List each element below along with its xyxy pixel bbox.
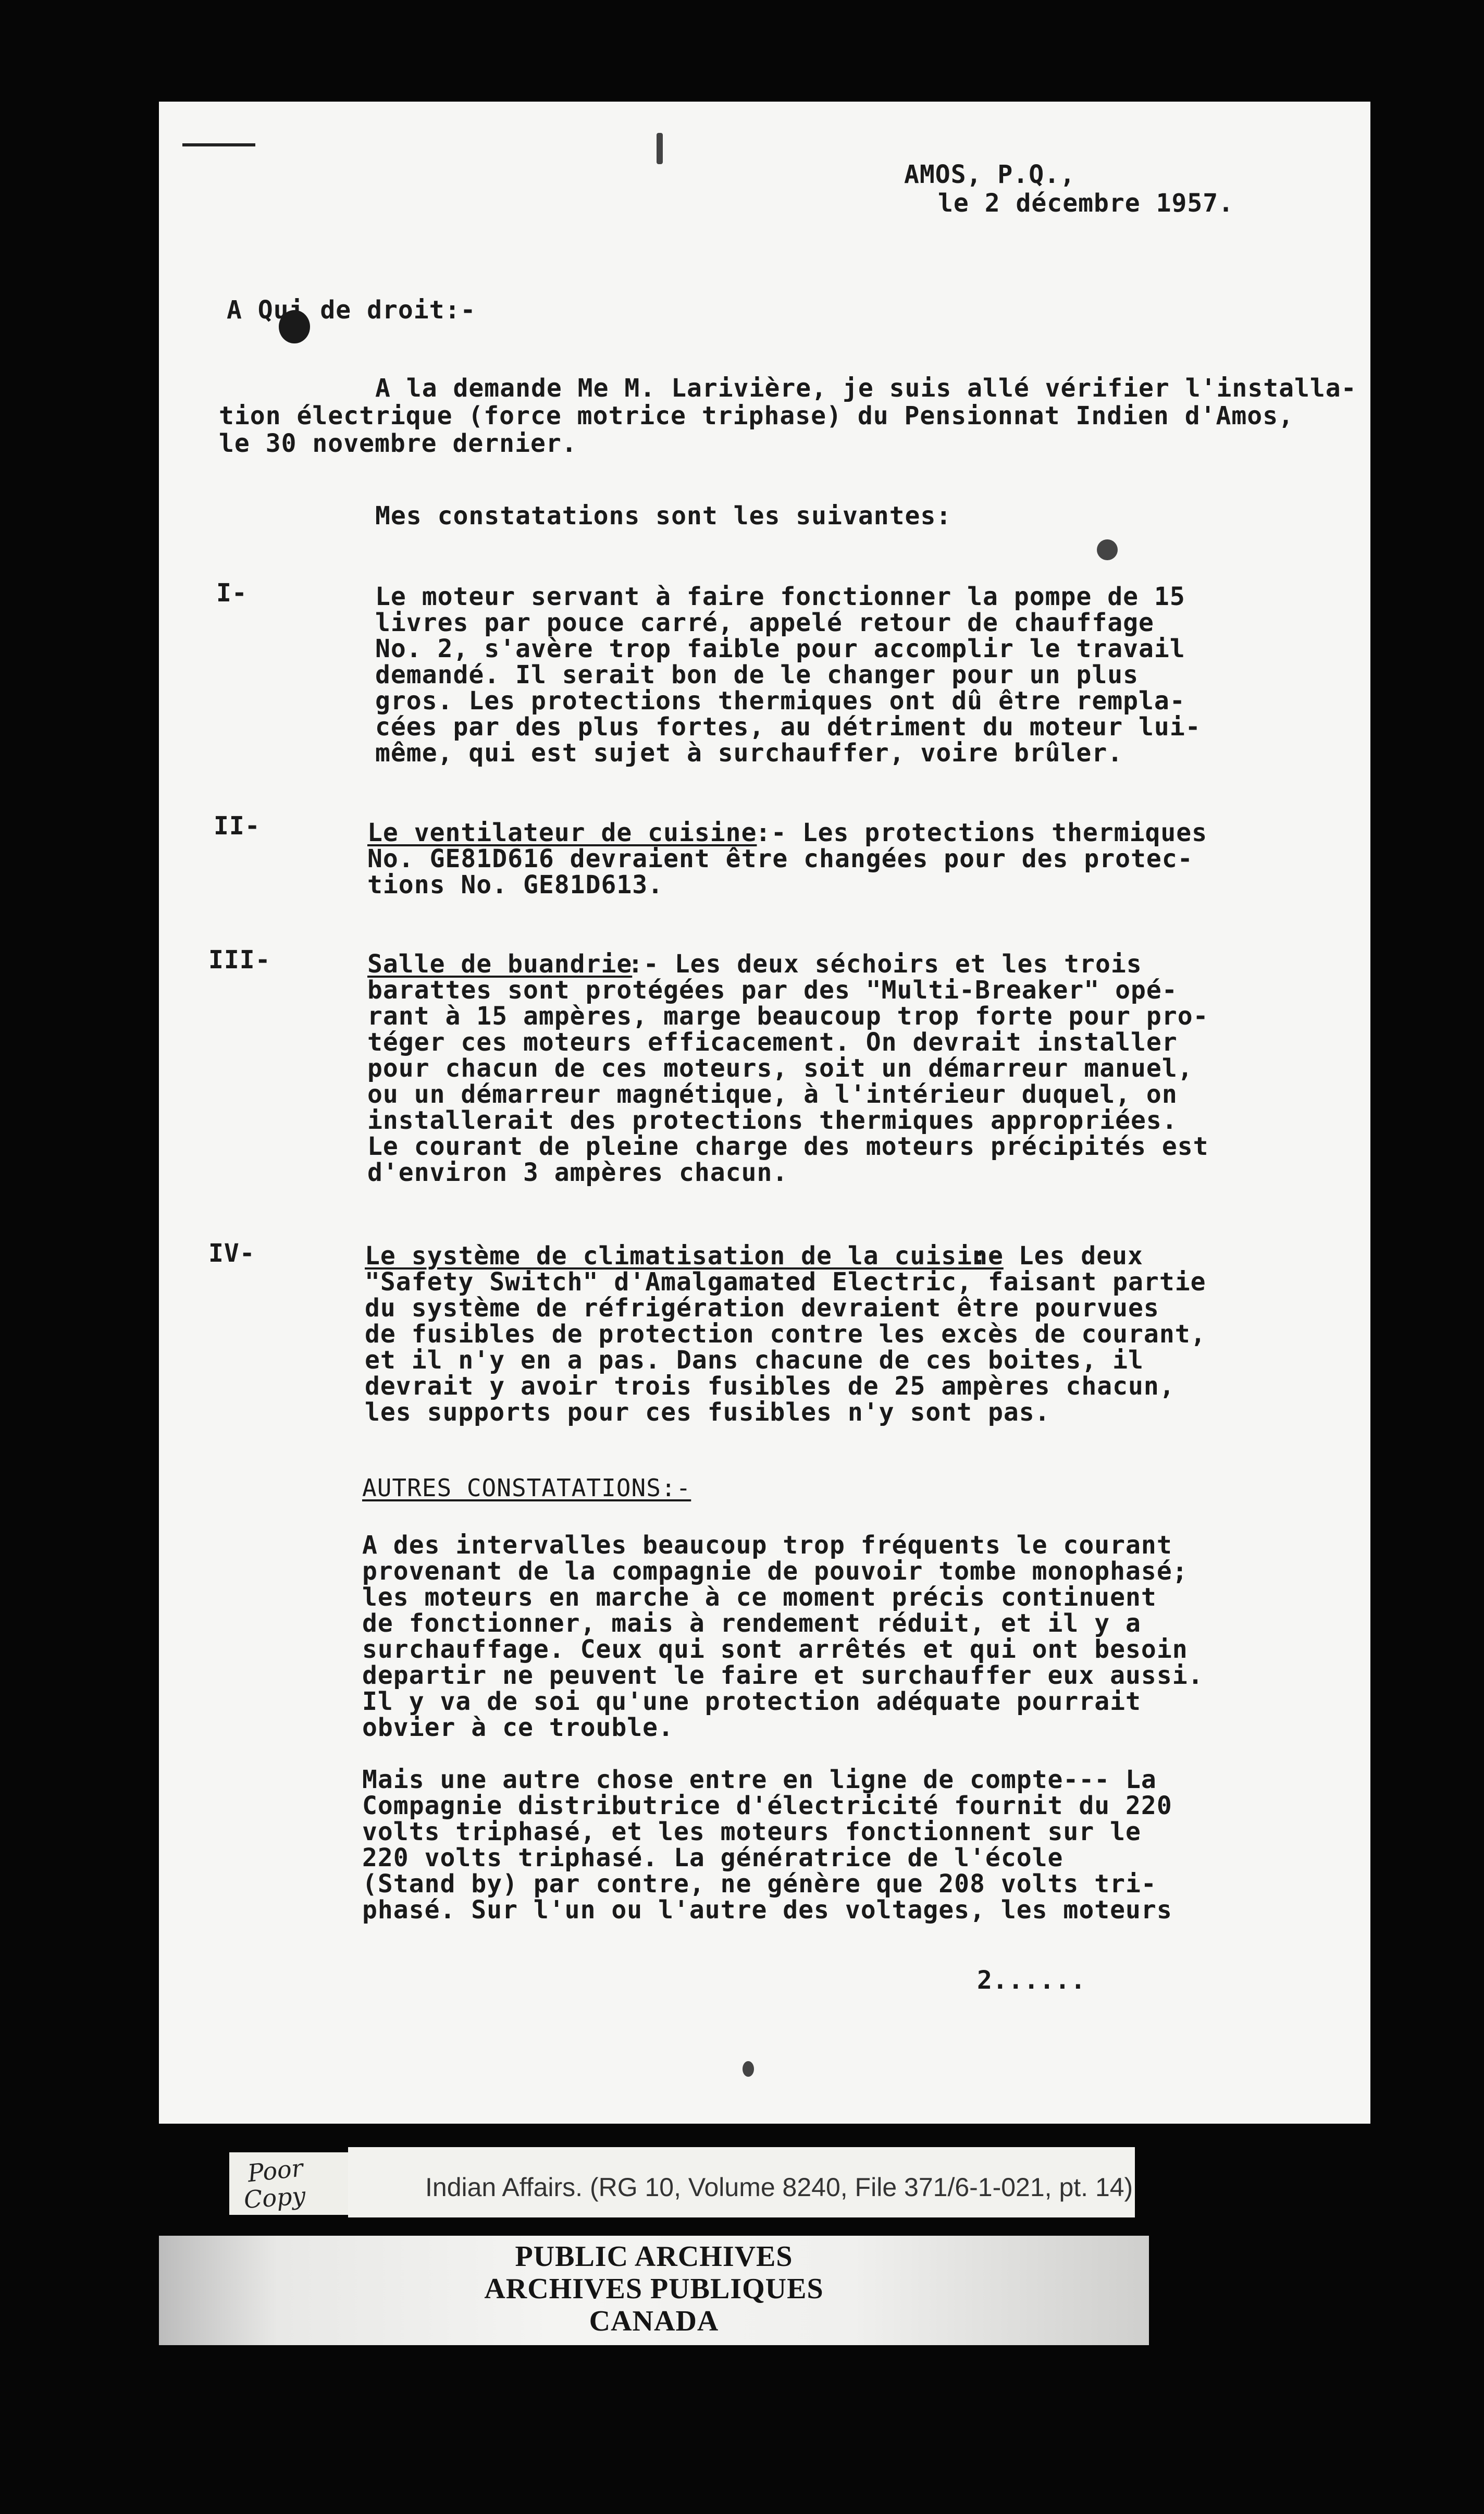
other-line: 220 volts triphasé. La génératrice de l'école: [362, 1843, 1063, 1872]
section-line: rant à 15 ampères, marge beaucoup trop forte pour pro-: [367, 1002, 1209, 1031]
section-line: barattes sont protégées par des "Multi-Breaker" opé-: [367, 976, 1178, 1005]
document-page: [159, 102, 1370, 2124]
archives-stamp-line: ARCHIVES PUBLIQUES: [484, 2273, 824, 2305]
section-number: III-: [208, 945, 271, 975]
section-line: :- Les deux: [972, 1241, 1143, 1271]
section-line: Le courant de pleine charge des moteurs précipités est: [367, 1132, 1209, 1161]
speck: [657, 133, 663, 164]
section-heading: Salle de buandrie: [367, 950, 633, 979]
section-line: "Safety Switch" d'Amalgamated Electric, faisant partie: [365, 1267, 1206, 1297]
section-line: tions No. GE81D613.: [367, 870, 664, 899]
section-line: :- Les deux séchoirs et les trois: [628, 950, 1142, 979]
archive-reference: Indian Affairs. (RG 10, Volume 8240, File 371/6-1-021, pt. 14): [425, 2173, 1133, 2202]
archives-stamp-line: CANADA: [589, 2305, 719, 2337]
archives-stamp-line: PUBLIC ARCHIVES: [515, 2240, 793, 2273]
section-line: pour chacun de ces moteurs, soit un démarreur manuel,: [367, 1054, 1193, 1083]
section-line: du système de réfrigération devraient être pourvues: [365, 1293, 1159, 1323]
intro-line: le 30 novembre dernier.: [219, 429, 577, 458]
section-line: même, qui est sujet à surchauffer, voire brûler.: [375, 738, 1123, 768]
handwritten-note: [229, 2152, 349, 2215]
salutation: A Qui de droit:-: [227, 295, 476, 325]
section-number: IV-: [208, 1239, 255, 1268]
section-line: :- Les protections thermiques: [756, 818, 1208, 847]
other-line: (Stand by) par contre, ne génère que 208 volts tri-: [362, 1869, 1157, 1899]
section-line: livres par pouce carré, appelé retour de chauffage: [375, 608, 1154, 637]
speck: [743, 2061, 754, 2077]
other-line: de fonctionner, mais à rendement réduit, et il y a: [362, 1609, 1141, 1638]
archives-stamp: [159, 2236, 1149, 2345]
section-line: No. GE81D616 devraient être changées pour des protec-: [367, 844, 1193, 873]
header-dash-mark: [182, 143, 255, 146]
archive-reference-label: [348, 2147, 1135, 2217]
intro-line: A la demande Me M. Larivière, je suis allé vérifier l'installa-: [375, 374, 1357, 403]
other-heading: AUTRES CONSTATATIONS:-: [362, 1474, 691, 1502]
speck: [1097, 539, 1118, 560]
page-continuation: 2......: [977, 1966, 1086, 1995]
section-heading: Le système de climatisation de la cuisine: [365, 1241, 1004, 1271]
other-line: obvier à ce trouble.: [362, 1713, 674, 1742]
section-line: d'environ 3 ampères chacun.: [367, 1158, 788, 1187]
other-line: phasé. Sur l'un ou l'autre des voltages, les moteurs: [362, 1895, 1172, 1925]
section-line: téger ces moteurs efficacement. On devrait installer: [367, 1028, 1178, 1057]
other-line: departir ne peuvent le faire et surchauffer eux aussi.: [362, 1661, 1204, 1690]
section-line: ou un démarreur magnétique, à l'intérieur duquel, on: [367, 1080, 1178, 1109]
section-line: devrait y avoir trois fusibles de 25 ampères chacun,: [365, 1372, 1175, 1401]
letter-date: le 2 décembre 1957.: [938, 189, 1234, 218]
section-line: demandé. Il serait bon de le changer pour un plus: [375, 660, 1139, 689]
section-line: Le moteur servant à faire fonctionner la pompe de 15: [375, 582, 1185, 611]
section-line: gros. Les protections thermiques ont dû être rempla-: [375, 686, 1185, 716]
section-line: de fusibles de protection contre les excès de courant,: [365, 1320, 1206, 1349]
intro-line: tion électrique (force motrice triphase) du Pensionnat Indien d'Amos,: [219, 401, 1294, 430]
other-line: Il y va de soi qu'une protection adéquate pourrait: [362, 1687, 1141, 1716]
handwritten-note-line: Copy: [243, 2181, 307, 2214]
section-number: I-: [216, 578, 248, 608]
other-line: Mais une autre chose entre en ligne de compte--- La: [362, 1765, 1157, 1794]
section-line: No. 2, s'avère trop faible pour accomplir le travail: [375, 634, 1185, 663]
letter-city: AMOS, P.Q.,: [904, 160, 1075, 189]
section-line: cées par des plus fortes, au détriment du moteur lui-: [375, 712, 1201, 742]
other-line: surchauffage. Ceux qui sont arrêtés et qui ont besoin: [362, 1635, 1188, 1664]
other-line: A des intervalles beaucoup trop fréquents le courant: [362, 1531, 1172, 1560]
other-line: provenant de la compagnie de pouvoir tombe monophasé;: [362, 1557, 1188, 1586]
findings-intro: Mes constatations sont les suivantes:: [375, 501, 952, 531]
section-line: installerait des protections thermiques appropriées.: [367, 1106, 1178, 1135]
other-line: les moteurs en marche à ce moment précis continuent: [362, 1583, 1157, 1612]
handwritten-note-line: Poor: [246, 2153, 304, 2188]
section-line: les supports pour ces fusibles n'y sont pas.: [365, 1398, 1050, 1427]
section-line: et il n'y en a pas. Dans chacune de ces boites, il: [365, 1346, 1144, 1375]
section-number: II-: [214, 811, 261, 841]
other-line: volts triphasé, et les moteurs fonctionnent sur le: [362, 1817, 1141, 1846]
other-line: Compagnie distributrice d'électricité fournit du 220: [362, 1791, 1172, 1820]
section-heading: Le ventilateur de cuisine: [367, 818, 757, 847]
